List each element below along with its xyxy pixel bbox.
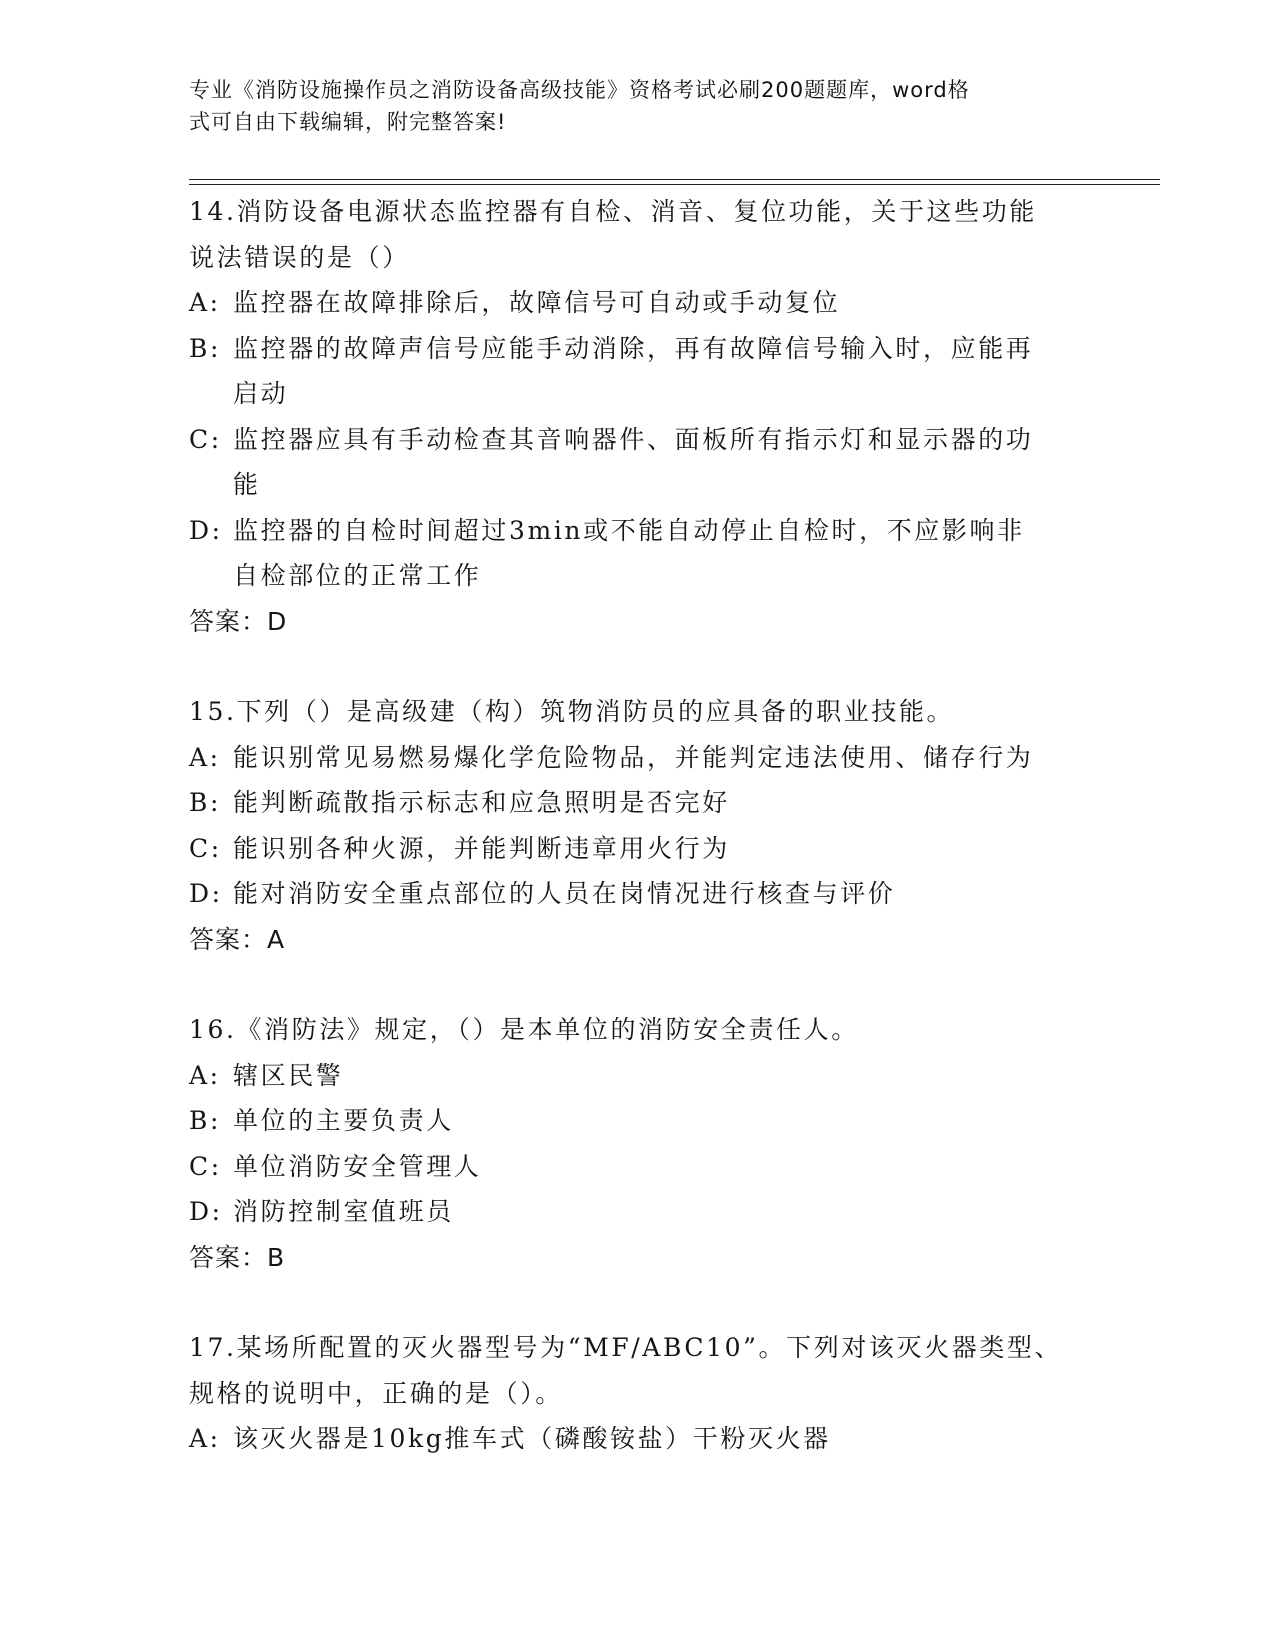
option-text-line: 能判断疏散指示标志和应急照明是否完好 [233,788,730,817]
question-stem-line: 15.下列（）是高级建（构）筑物消防员的应具备的职业技能。 [189,697,955,726]
option-text [233,326,1089,417]
option-text-line: 消防控制室值班员 [233,1197,454,1226]
header-line-2: 式可自由下载编辑，附完整答案! [189,110,507,134]
answer-option [189,280,1089,326]
answer-option [189,508,1089,599]
answer-option [189,1144,1089,1190]
answer-option [189,871,1089,917]
answer-option [189,826,1089,872]
question-block [189,1325,1089,1462]
option-text-line: 辖区民警 [233,1060,344,1090]
option-text-line: 自检部位的正常工作 [233,561,482,590]
option-text [233,780,1089,826]
option-text-line: 监控器在故障排除后，故障信号可自动或手动复位 [233,288,841,317]
option-text-line: 该灭火器是10kg推车式（磷酸铵盐）干粉灭火器 [233,1424,831,1453]
question-stem-line: 规格的说明中，正确的是（）。 [189,1378,563,1408]
option-text-line: 监控器的自检时间超过3min或不能自动停止自检时，不应影响非 [233,515,1025,545]
question-list [189,189,1089,1507]
answer-option [189,1098,1089,1144]
answer-option [189,326,1089,417]
question-stem-line: 16.《消防法》规定，（）是本单位的消防安全责任人。 [189,1015,859,1044]
option-letter: A: [189,1060,221,1090]
option-text [233,1098,1089,1144]
question-block [189,689,1089,962]
option-text [233,1189,1089,1235]
option-text-line: 能识别常见易燃易爆化学危险物品，并能判定违法使用、储存行为 [233,742,1034,772]
option-text-line: 能 [233,470,261,499]
question-stem-line: 14.消防设备电源状态监控器有自检、消音、复位功能，关于这些功能 [189,197,1037,226]
option-text-line: 单位的主要负责人 [233,1106,454,1135]
option-text [233,1416,1089,1462]
question-block [189,1007,1089,1280]
answer-option [189,1053,1089,1099]
answer-key: 答案：A [189,924,286,954]
option-letter: C: [189,424,222,454]
option-text [233,280,1089,326]
answer-key: 答案：B [189,1242,286,1272]
question-stem-line: 说法错误的是（） [189,242,410,272]
option-text [233,871,1089,917]
option-text-line: 单位消防安全管理人 [233,1151,482,1181]
option-letter: A: [189,288,221,317]
option-text [233,508,1089,599]
option-letter: B: [189,1106,221,1135]
document-header [189,74,1079,138]
option-letter: A: [189,1424,221,1453]
option-letter: B: [189,333,221,363]
option-text [233,1053,1089,1099]
option-text-line: 能对消防安全重点部位的人员在岗情况进行核查与评价 [233,879,896,908]
question-block [189,189,1089,644]
option-letter: A: [189,742,221,772]
option-text-line: 能识别各种火源，并能判断违章用火行为 [233,833,730,863]
option-letter: C: [189,833,222,863]
answer-option [189,1189,1089,1235]
option-text [233,735,1089,781]
option-text-line: 监控器应具有手动检查其音响器件、面板所有指示灯和显示器的功 [233,424,1034,454]
option-letter: D: [189,515,223,545]
answer-option [189,1416,1089,1462]
header-divider-bottom [189,184,1160,185]
answer-key: 答案：D [189,606,288,636]
option-text [233,1144,1089,1190]
option-text-line: 监控器的故障声信号应能手动消除，再有故障信号输入时，应能再 [233,333,1034,363]
option-letter: D: [189,879,223,908]
option-text [233,417,1089,508]
answer-option [189,417,1089,508]
answer-option [189,735,1089,781]
header-line-1: 专业《消防设施操作员之消防设备高级技能》资格考试必刷200题题库，word格 [189,78,970,102]
option-text-line: 启动 [233,379,289,408]
option-letter: B: [189,788,221,817]
answer-option [189,780,1089,826]
question-stem-line: 17.某场所配置的灭火器型号为“MF/ABC10”。下列对该灭火器类型、 [189,1333,1063,1362]
option-text [233,826,1089,872]
header-divider-top [189,179,1160,180]
option-letter: C: [189,1151,222,1181]
option-letter: D: [189,1197,223,1226]
